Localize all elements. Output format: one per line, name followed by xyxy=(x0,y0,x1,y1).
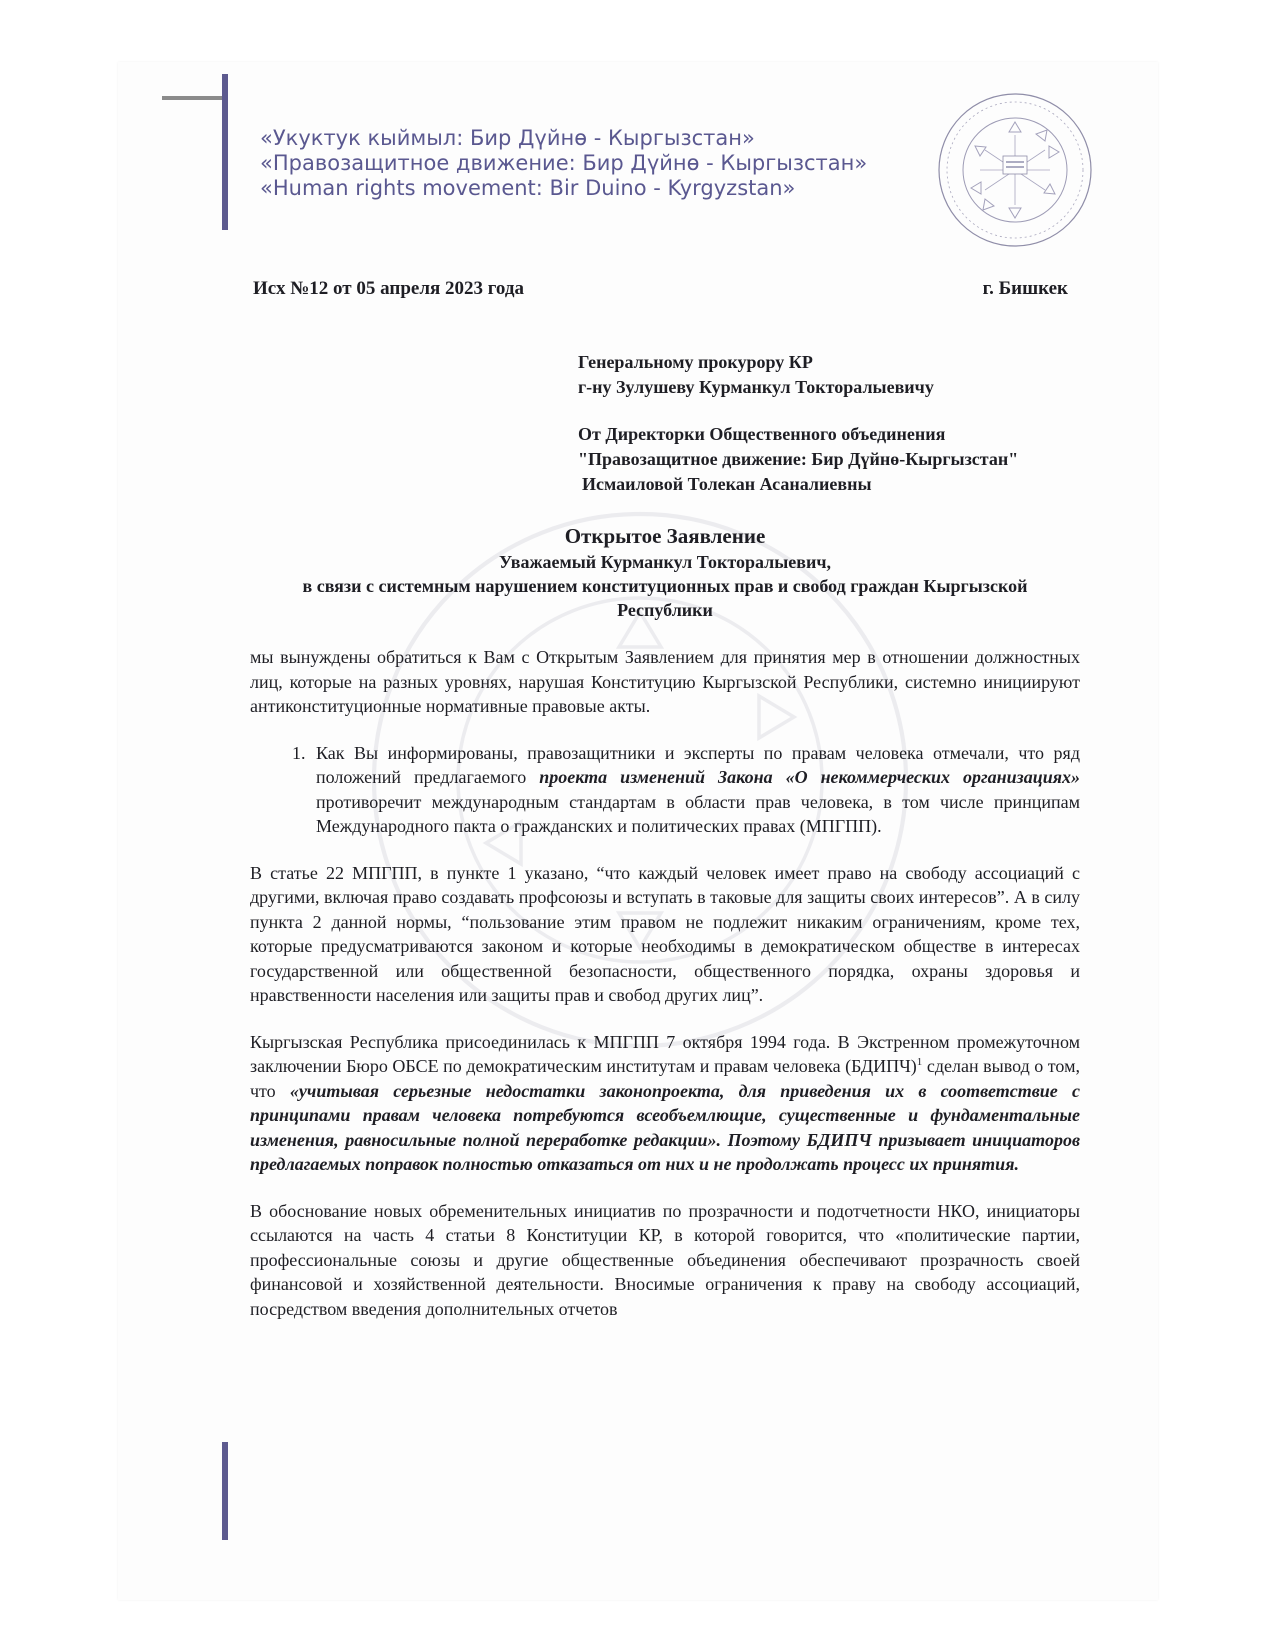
city: г. Бишкек xyxy=(982,278,1068,299)
sender-organization: "Правозащитное движение: Бир Дүйнө-Кыргызстан" xyxy=(578,449,1019,469)
osce-text-start: Кыргызская Республика присоединилась к МПГПП 7 октября 1994 года. В Экстренном промежуточном заключении Бюро ОБСЕ по демократическим институтам и правам человека (БДИПЧ) xyxy=(250,1031,1080,1076)
org-name-kyrgyz: «Укуктук кыймыл: Бир Дүйнө - Кыргызстан» xyxy=(260,126,755,150)
article-22-paragraph: В статье 22 МПГПП, в пункте 1 указано, “что каждый человек имеет право на свободу ассоциаций с другими, включая право создавать профсоюзы и вступать в таковые для защиты своих интересов”. А в силу пункта 2 данной нормы, “пользование этим правом не подлежит никаким ограничениям, кроме тех, которые предусматриваются законом и которые необходимы в демократическом обществе в интересах государственной или общественной безопасности, общественного порядка, охраны здоровья и нравственности населения или защиты прав и свобод других лиц”. xyxy=(250,862,1080,1005)
osce-quote: «учитывая серьезные недостатки законопроекта, для приведения их в соответствие с принципами правам человека потребуются всеобъемлющие, существенные и фундаментальные изменения, равносильные полной переработке редакции». Поэтому БДИПЧ призывает инициаторов предлагаемых поправок полностью отказаться от них и не продолжать процесс их принятия. xyxy=(250,1080,1081,1174)
document-title: Открытое Заявление xyxy=(564,524,766,548)
intro-paragraph: мы вынуждены обратиться к Вам с Открытым Заявлением для принятия мер в отношении должностных лиц, которые на разных уровнях, нарушая Конституцию Кыргызской Республики, системно инициируют антиконституционные нормативные правовые акты. xyxy=(250,647,1080,716)
letterhead-bar-bottom xyxy=(222,1442,228,1540)
item1-law-reference: проекта изменений Закона «О некоммерческих организациях» xyxy=(539,767,1080,787)
statement-body xyxy=(250,645,1080,1343)
org-name-english: «Human rights movement: Bir Duino - Kyrgyzstan» xyxy=(260,176,796,200)
list-item xyxy=(310,741,1080,839)
constitution-paragraph: В обоснование новых обременительных инициатив по прозрачности и подотчетности НКО, инициаторы ссылаются на часть 4 статьи 8 Конституции КР, в которой говорится, что «политические партии, профессиональные союзы и другие общественные объединения обеспечивают прозрачность своей финансовой и хозяйственной деятельности. Вносимые ограничения к праву на свободу ассоциаций, посредством введения дополнительных отчетов xyxy=(250,1200,1080,1319)
osce-text-mid: сделан вывод о том, что xyxy=(250,1056,1080,1101)
item1-text-end: противоречит международным стандартам в области прав человека, в том числе принципам Международного пакта о гражданских и политических правах (МПГПП). xyxy=(316,791,1080,836)
addressee-title: Генеральному прокурору КР xyxy=(578,352,813,372)
item1-text-start: Как Вы информированы, правозащитники и эксперты по правам человека отмечали, что ряд положений предлагаемого xyxy=(316,742,1080,787)
outgoing-reference: Исх №12 от 05 апреля 2023 года xyxy=(253,278,524,299)
osce-paragraph xyxy=(250,1030,1080,1177)
sender-title: От Директорки Общественного объединения xyxy=(578,424,946,444)
subject-line: в связи с системным нарушением конституционных прав и свобод граждан Кыргызской Республики xyxy=(302,576,1028,620)
org-name-russian: «Правозащитное движение: Бир Дүйнө - Кыргызстан» xyxy=(260,151,868,175)
scan-mark xyxy=(162,96,228,100)
organization-seal-icon xyxy=(935,90,1095,250)
addressee-name: г-ну Зулушеву Курманкул Токторалыевичу xyxy=(578,377,934,397)
sender-name: Исмаиловой Толекан Асаналиевны xyxy=(582,474,872,494)
numbered-list xyxy=(250,741,1080,839)
statement-heading xyxy=(250,523,1080,622)
addressee-block xyxy=(578,350,1018,497)
letterhead-org-names xyxy=(260,126,867,201)
salutation: Уважаемый Курманкул Токторалыевич, xyxy=(498,552,832,572)
footnote-marker: 1 xyxy=(916,1056,923,1068)
letterhead-bar-top xyxy=(222,74,228,230)
